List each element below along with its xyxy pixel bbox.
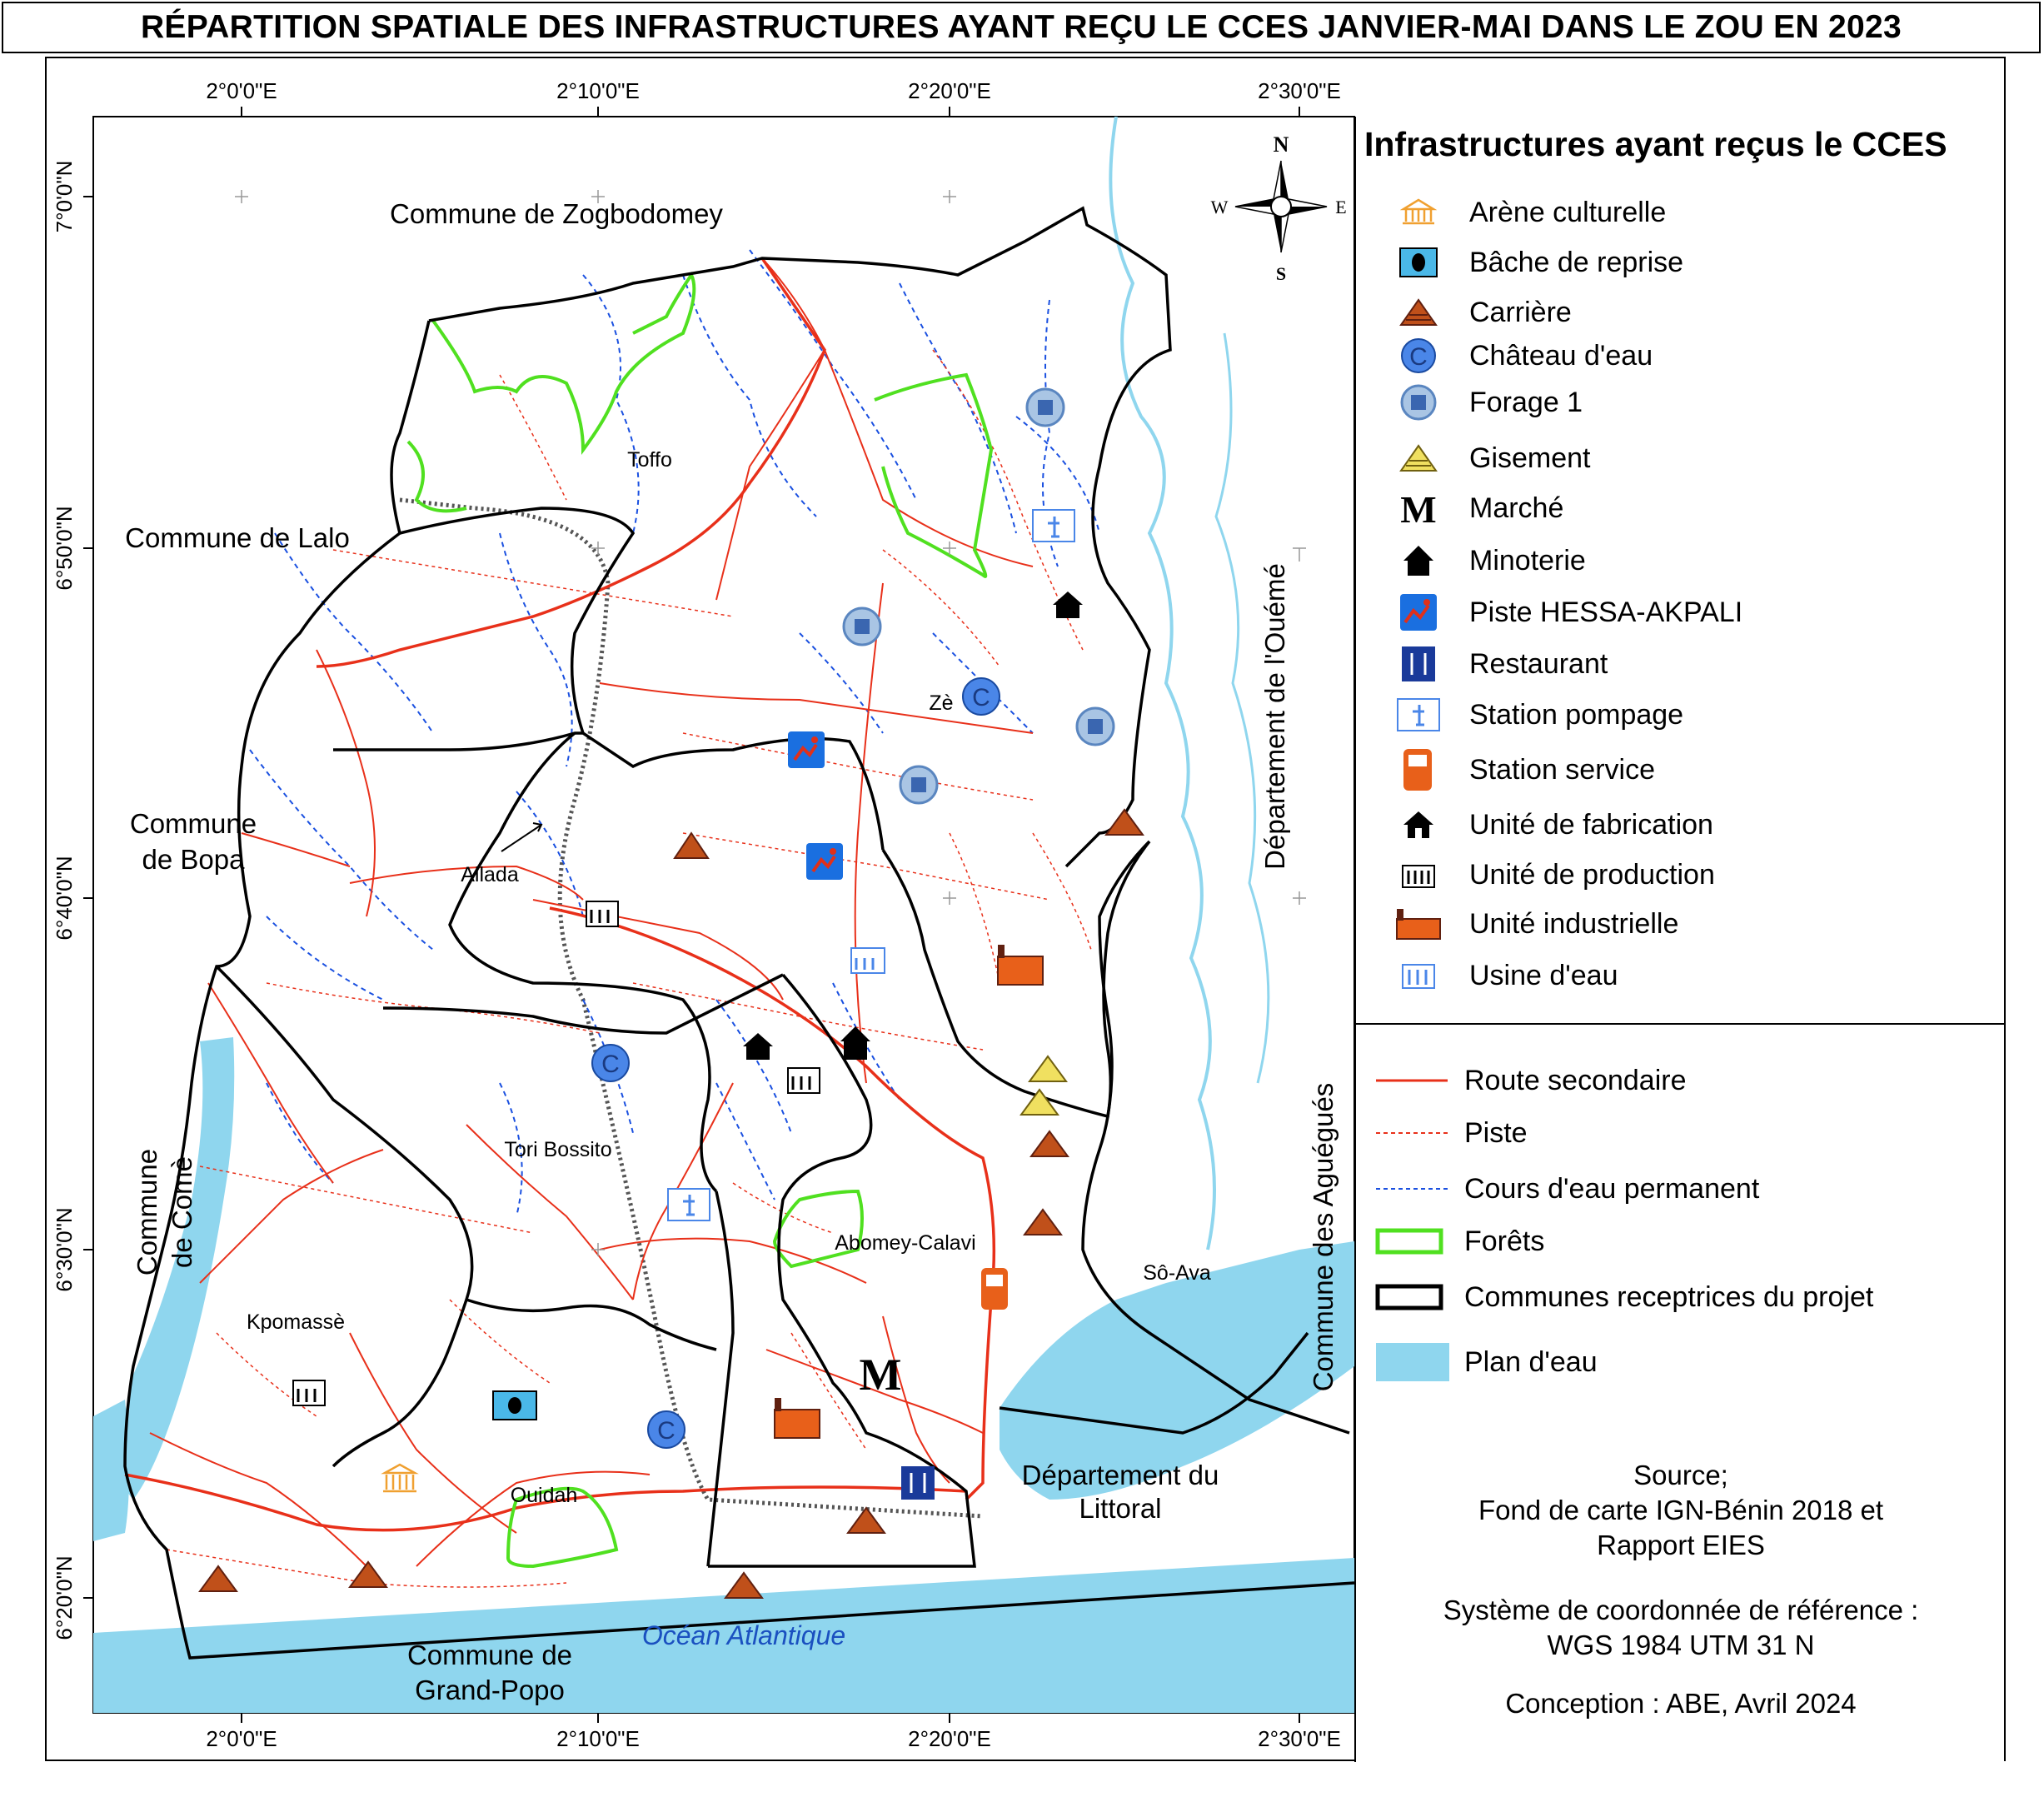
crs-line-2: WGS 1984 UTM 31 N <box>1547 1630 1815 1660</box>
production-unit-icon <box>586 901 618 926</box>
borehole-icon <box>844 608 880 645</box>
label-toffo: Toffo <box>627 448 672 472</box>
label-abomey-calavi: Abomey-Calavi <box>835 1231 976 1255</box>
legend-item <box>1356 804 1713 846</box>
legend-item-label: Usine d'eau <box>1469 959 1618 991</box>
author-line: Conception : ABE, Avril 2024 <box>1505 1688 1857 1719</box>
quarry-icon <box>1389 292 1448 333</box>
pump-station-icon <box>1389 694 1448 736</box>
market-icon: M <box>859 1350 902 1400</box>
compass-e: E <box>1335 197 1347 217</box>
legend2-symbol <box>1374 1112 1449 1154</box>
source-line-1: Source; <box>1633 1460 1728 1490</box>
track-icon <box>788 731 825 768</box>
water-plant-icon <box>1389 955 1448 996</box>
production-unit-icon <box>293 1380 325 1405</box>
legend2-symbol <box>1374 1276 1449 1318</box>
coord-lat-2: 6°50'0"N <box>52 506 77 591</box>
coord-top-1: 2°0'0"E <box>206 78 277 103</box>
label-ouidah: Ouidah <box>510 1484 578 1507</box>
legend-item-label: Marché <box>1469 492 1564 524</box>
legend-item-label: Bâche de reprise <box>1469 246 1684 278</box>
legend2-symbol <box>1374 1341 1449 1383</box>
label-so-ava: Sô-Ava <box>1143 1261 1211 1285</box>
label-kpomasse: Kpomassè <box>246 1310 346 1334</box>
legend-item-label: Station service <box>1469 753 1655 786</box>
coord-bottom-4: 2°30'0"E <box>1258 1726 1341 1751</box>
restaurant-icon <box>1389 643 1448 685</box>
legend2-item <box>1356 1341 1598 1383</box>
legend-item <box>1356 592 1742 633</box>
legend2-symbol <box>1374 1060 1449 1101</box>
compass-s: S <box>1275 263 1287 284</box>
water-plant-icon <box>851 948 885 973</box>
source-line-3: Rapport EIES <box>1597 1530 1765 1560</box>
fuel-station-icon <box>1389 749 1448 791</box>
legend2-item <box>1356 1168 1759 1210</box>
label-allada: Allada <box>461 863 519 886</box>
label-zogbodomey: Commune de Zogbodomey <box>390 198 723 229</box>
label-come-1: Commune <box>132 1148 162 1276</box>
label-ocean: Océan Atlantique <box>641 1620 846 1650</box>
label-bopa-2: de Bopa <box>142 844 245 875</box>
coord-lat-1: 7°0'0"N <box>52 160 77 233</box>
legend2-item-label: Forêts <box>1464 1225 1545 1257</box>
svg-text:C: C <box>657 1417 676 1445</box>
legend-item-label: Forage 1 <box>1469 386 1583 418</box>
coord-top-4: 2°30'0"E <box>1258 78 1341 103</box>
borehole-icon <box>1389 382 1448 423</box>
legend-item <box>1356 749 1655 791</box>
legend2-item <box>1356 1112 1528 1154</box>
track-icon <box>806 843 843 880</box>
water-tank-icon <box>1389 242 1448 283</box>
fuel-station-icon <box>981 1268 1008 1310</box>
track-icon <box>1389 592 1448 633</box>
label-aguegues: Commune des Aguégués <box>1308 1082 1339 1392</box>
label-grandpopo-1: Commune de <box>406 1640 573 1670</box>
pump-station-icon <box>1033 510 1074 542</box>
legend2-symbol <box>1374 1168 1449 1210</box>
label-bopa-1: Commune <box>129 808 257 839</box>
label-ze: Zè <box>929 691 954 715</box>
label-tori: Tori Bossito <box>504 1138 612 1161</box>
market-icon <box>1389 487 1448 529</box>
legend-item-label: Unité de production <box>1469 858 1715 891</box>
production-unit-icon <box>1389 854 1448 896</box>
lagoon-west <box>93 1400 129 1541</box>
coord-bottom-3: 2°20'0"E <box>908 1726 991 1751</box>
production-unit-icon <box>788 1068 820 1093</box>
svg-text:C: C <box>972 684 990 711</box>
arena-icon <box>1389 192 1448 233</box>
water-tank-icon <box>493 1391 536 1420</box>
water-tower-icon <box>1389 335 1448 377</box>
coord-lat-4: 6°30'0"N <box>52 1207 77 1292</box>
legend-item-label: Minoterie <box>1469 544 1586 577</box>
legend-item <box>1356 242 1683 283</box>
legend-item <box>1356 854 1715 896</box>
legend-item <box>1356 643 1608 685</box>
legend-item <box>1356 382 1583 423</box>
coord-bottom-1: 2°0'0"E <box>206 1726 277 1751</box>
legend-item <box>1356 335 1653 377</box>
water-tower-icon <box>592 1045 629 1081</box>
label-lalo: Commune de Lalo <box>125 522 350 553</box>
legend-item-label: Gisement <box>1469 442 1591 474</box>
legend2-item-label: Route secondaire <box>1464 1064 1687 1096</box>
coord-top-3: 2°20'0"E <box>908 78 991 103</box>
label-oueme: Département de l'Ouémé <box>1259 563 1290 870</box>
svg-text:M: M <box>1400 489 1437 527</box>
coord-top-2: 2°10'0"E <box>556 78 640 103</box>
borehole-icon <box>1027 389 1064 426</box>
legend-item-label: Station pompage <box>1469 698 1684 731</box>
legend2-item <box>1356 1276 1873 1318</box>
legend-item-label: Arène culturelle <box>1469 196 1667 228</box>
water-tower-icon <box>648 1411 685 1448</box>
coord-lat-3: 6°40'0"N <box>52 856 77 941</box>
legend-item-label: Piste HESSA-AKPALI <box>1469 596 1743 628</box>
map-title: RÉPARTITION SPATIALE DES INFRASTRUCTURES AYANT REÇU LE CCES JANVIER-MAI DANS LE ZOU EN 2023 <box>140 9 1902 45</box>
compass-n: N <box>1273 132 1289 157</box>
legend-panel <box>1354 117 2004 1025</box>
legend-item <box>1356 955 1618 996</box>
legend2-item-label: Plan d'eau <box>1464 1345 1598 1378</box>
legend-item <box>1356 292 1572 333</box>
legend2-panel <box>1354 1025 2004 1762</box>
deposit-icon <box>1389 437 1448 479</box>
legend-title: Infrastructures ayant reçus le CCES <box>1364 125 1947 163</box>
mill-icon <box>1389 540 1448 582</box>
source-line-2: Fond de carte IGN-Bénin 2018 et <box>1478 1495 1884 1525</box>
coord-bottom-2: 2°10'0"E <box>556 1726 640 1751</box>
legend2-item-label: Communes receptrices du projet <box>1464 1280 1874 1313</box>
legend-item <box>1356 192 1666 233</box>
label-littoral-2: Littoral <box>1079 1493 1162 1524</box>
label-grandpopo-2: Grand-Popo <box>415 1675 565 1705</box>
crs-line-1: Système de coordonnée de référence : <box>1443 1595 1919 1625</box>
legend-item <box>1356 540 1586 582</box>
legend2-item-label: Piste <box>1464 1116 1528 1149</box>
borehole-icon <box>900 766 937 803</box>
legend2-item <box>1356 1060 1687 1101</box>
label-littoral-1: Département du <box>1021 1460 1219 1490</box>
pump-station-icon <box>668 1189 710 1220</box>
legend2-symbol <box>1374 1220 1449 1262</box>
legend2-item <box>1356 1220 1544 1262</box>
legend-item-label: Château d'eau <box>1469 339 1653 372</box>
legend-item <box>1356 437 1591 479</box>
legend-item-label: Carrière <box>1469 296 1572 328</box>
legend-item-label: Unité de fabrication <box>1469 808 1713 841</box>
legend-item-label: Restaurant <box>1469 647 1608 680</box>
coord-lat-5: 6°20'0"N <box>52 1555 77 1640</box>
legend-item-label: Unité industrielle <box>1469 907 1679 940</box>
legend-item <box>1356 487 1563 529</box>
legend-item <box>1356 694 1683 736</box>
compass-w: W <box>1210 197 1229 217</box>
water-tower-icon <box>963 678 1000 715</box>
factory-house-icon <box>1389 804 1448 846</box>
svg-text:C: C <box>1409 343 1428 371</box>
industrial-unit-icon <box>1389 903 1448 945</box>
borehole-icon <box>1077 708 1114 745</box>
label-come-2: de Comè <box>167 1156 197 1268</box>
svg-text:C: C <box>601 1051 620 1078</box>
restaurant-icon <box>901 1466 935 1500</box>
legend-item <box>1356 903 1678 945</box>
legend2-item-label: Cours d'eau permanent <box>1464 1172 1760 1205</box>
